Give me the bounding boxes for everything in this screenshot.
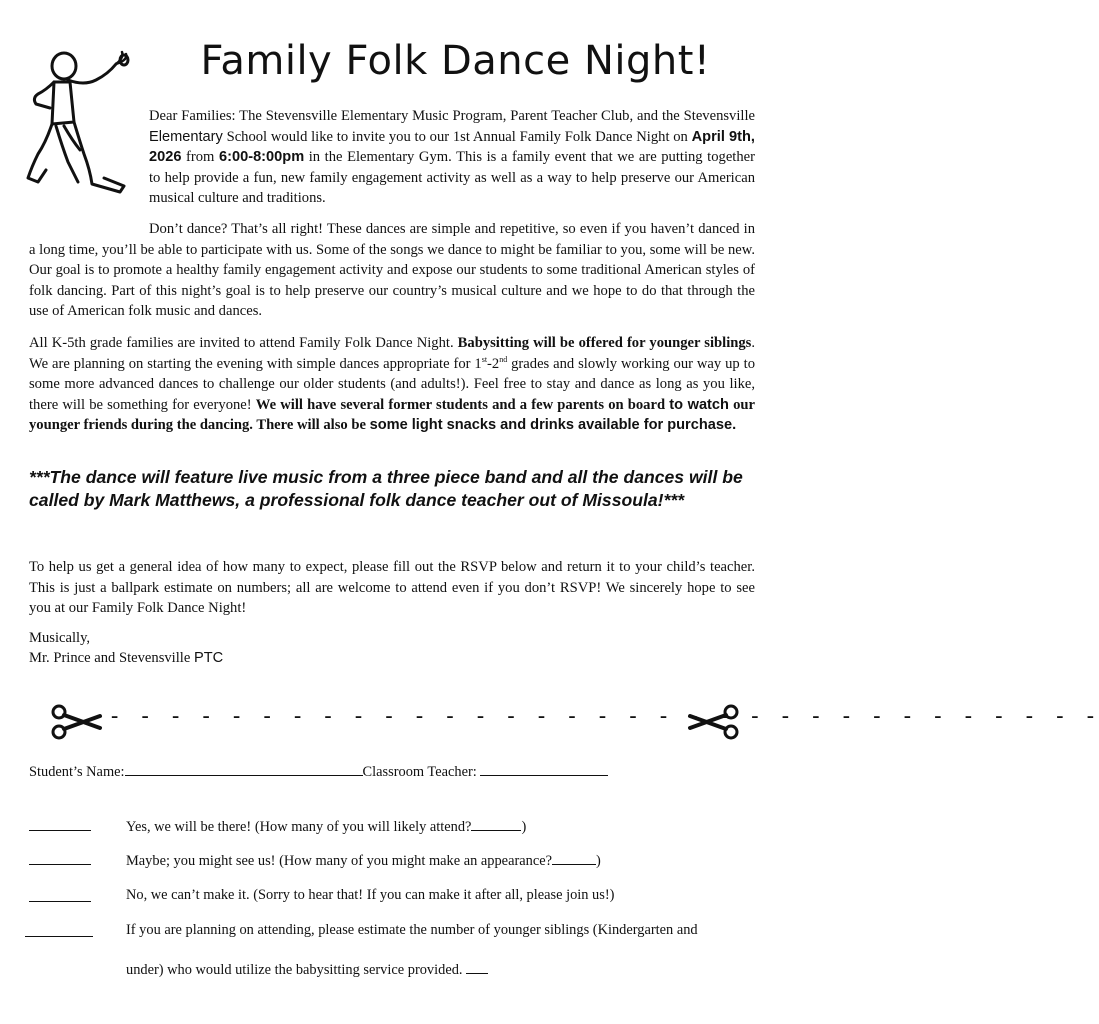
classroom-teacher-label: Classroom Teacher:: [362, 764, 481, 780]
siblings-check-blank[interactable]: [25, 922, 93, 937]
yes-option-end: ): [521, 819, 527, 835]
siblings-option-line2: [126, 959, 488, 979]
rsvp-instructions: To help us get a general idea of how many to expect, please fill out the RSVP below and return it to your child’s teacher. This is just a ballpark estimate on numbers; all are welcome to attend even if you don’t RSVP! We sincerely hope to see you at our Family Folk Dance Night!: [29, 559, 755, 616]
live-music-announcement: ***The dance will feature live music from a three piece band and all the dances will be called by Mark Matthews, a professional folk dance teacher out of Missoula!***: [29, 467, 743, 510]
student-name-field[interactable]: [125, 761, 363, 776]
scissors-icon: [688, 704, 740, 740]
rsvp-option-maybe-text: [126, 850, 601, 870]
signature: Mr. Prince and Stevensville PTC: [29, 650, 224, 666]
yes-count-field[interactable]: [471, 816, 521, 831]
closing: Musically,: [29, 630, 91, 646]
rsvp-option-yes-text: [126, 816, 526, 836]
maybe-option-label: Maybe; you might see us! (How many of you might make an appearance?: [126, 853, 552, 869]
rsvp-option-no: [29, 887, 91, 907]
cut-line: - - - - - - - - - - - - - - - - - - - - - - - - - - - - - - - - -: [108, 704, 1099, 729]
siblings-option-label: under) who would utilize the babysitting service provided.: [126, 962, 467, 978]
rsvp-option-yes: [29, 816, 91, 836]
student-name-row: [29, 761, 608, 781]
scissors-icon: [50, 704, 102, 740]
classroom-teacher-field[interactable]: [480, 761, 608, 776]
no-check-blank[interactable]: [29, 887, 91, 902]
dancer-illustration: [24, 50, 142, 200]
no-option-label: No, we can’t make it. (Sorry to hear that! If you can make it after all, please join us!): [126, 887, 615, 903]
yes-check-blank[interactable]: [29, 816, 91, 831]
page-title: Family Folk Dance Night!: [200, 38, 711, 84]
maybe-check-blank[interactable]: [29, 850, 91, 865]
intro-paragraph: Dear Families: The Stevensville Elementary Music Program, Parent Teacher Club, and the Stevensville Elementary School would like to invite you to our 1st Annual Family Folk Dance Night on April 9th, 2026 from 6:00-8:00pm in the Elementary Gym. This is a family event that we are putting together to help provide a fun, new family engagement activity as well as a way to help preserve our American musical culture and traditions.: [149, 108, 756, 206]
siblings-option-line1: If you are planning on attending, please estimate the number of younger siblings (Kindergarten and: [126, 922, 698, 938]
maybe-option-end: ): [596, 853, 601, 869]
siblings-count-field[interactable]: [466, 959, 488, 974]
maybe-count-field[interactable]: [552, 850, 596, 865]
yes-option-label: Yes, we will be there! (How many of you will likely attend?: [126, 819, 472, 835]
student-name-label: Student’s Name:: [29, 764, 125, 780]
dont-dance-paragraph: Don’t dance? That’s all right! These dances are simple and repetitive, so even if you haven’t danced in a long time, you’ll be able to participate with us. Some of the songs we dance to might be familiar to you, some will be new. Our goal is to promote a healthy family engagement activity and expose our students to some traditional American styles of folk dancing. Part of this night’s goal is to help preserve our country’s musical culture and we hope to do that through the use of American folk music and dances.: [29, 221, 755, 319]
babysitting-paragraph: All K-5th grade families are invited to attend Family Folk Dance Night. Babysitting will be offered for younger siblings. We are planning on starting the evening with simple dances appropriate for 1st-2nd grades and slowly working our way up to some more advanced dances to challenge our older students (and adults!). Feel free to stay and dance as long as you like, there will be something for everyone! We will have several former students and a few parents on board to watch our younger friends during the dancing. There will also be some light snacks and drinks available for purchase.: [29, 335, 756, 433]
rsvp-option-maybe: [29, 850, 91, 870]
siblings-row: [25, 922, 93, 942]
